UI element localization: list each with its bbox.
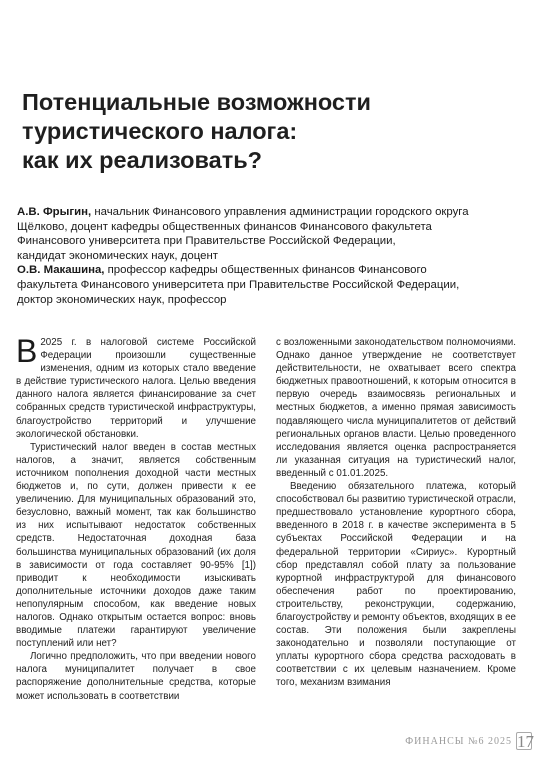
title-line-3: как их реализовать?	[22, 147, 263, 173]
author-2-affil-3: доктор экономических наук, профессор	[17, 293, 227, 306]
authors-block	[17, 205, 532, 307]
journal-footer: ФИНАНСЫ №6 2025	[405, 736, 512, 747]
body-column-left	[16, 333, 256, 703]
author-1-affil-1: начальник Финансового управления администрации городского округа	[91, 206, 469, 218]
title-line-1: Потенциальные возможности	[22, 89, 371, 115]
page-number: 17	[517, 732, 534, 751]
drop-cap: В	[16, 333, 38, 369]
author-1-name: А.В. Фрыгин,	[17, 206, 92, 218]
author-1-line-1	[17, 205, 532, 220]
author-2-affil-1: профессор кафедры общественных финансов Финансового	[104, 264, 427, 277]
author-1-affil-3: Финансового университета при Правительстве Российской Федерации,	[17, 235, 396, 248]
paragraph-3: Логично предположить, что при введении нового налога муниципалитет получает в свое распоряжение дополнительные средства, которые может использовать в соответствии	[16, 651, 256, 702]
author-2-name: О.В. Макашина,	[17, 264, 105, 277]
paragraph-1-text: 2025 г. в налоговой системе Российской Федерации произошли существенные изменения, одним из которых стало введение в действие туристического налога. Целью введения данного налога является финансирование за счет собранных средств туристической инфраструктуры, благоустройство территорий и улучшение экологической обстановки.	[16, 337, 256, 440]
paragraph-5: Введению обязательного платежа, который способствовал бы развитию туристической отрасли, предшествовало установление курортного сбора, введенного в 2018 г. в качестве эксперимента в 5 субъектах Российской Федерации и на федеральной территории «Сириус». Курортный сбор представлял собой плату за пользование курортной инфраструктурой для финансового обеспечения работ по проектированию, строительству, реконструкции, содержанию, благоустройству и ремонту объектов, входящих в ее состав. Эти положения были закреплены законодательно и позволяли поступающие от уплаты курортного сбора средства расходовать в соответствии с их целевым назначением. Кроме того, механизм взимания	[276, 481, 516, 689]
paragraph-2: Туристический налог введен в состав местных налогов, а значит, является собственным источником пополнения доходной части местных бюджетов и, по сути, должен привести к ее увеличению. Для муниципальных образований это, безусловно, важный момент, так как большинство из них испытывают недостаток собственных средств. Недостаточная доходная база большинства муниципальных образований (их доля в зависимости от года составляет 90-95% [1]) приводит к необходимости изыскивать дополнительные источники доходов даже таким непопулярным способом, как введение новых налогов. Однако открытым остается вопрос: вновь вводимые платежи гарантируют увеличение поступлений или нет?	[16, 441, 256, 650]
article-title	[22, 88, 522, 175]
paragraph-1	[16, 333, 256, 441]
author-1-affil-2: Щёлково, доцент кафедры общественных финансов Финансового факультета	[17, 220, 432, 233]
author-1-affil-4: кандидат экономических наук, доцент	[17, 249, 218, 262]
body-column-right	[276, 336, 516, 690]
paragraph-4: с возложенными законодательством полномочиями. Однако данное утверждение не соответствует действительности, не охватывает всего спектра бюджетных правоотношений, к которым относится в первую очередь взаимосвязь региональных и местных бюджетов, а именно прямая зависимость подавляющего числа муниципалитетов от действий региональных органов власти. Целью проведенного исследования является оценка распространяется ли указанная ситуация на туристический налог, введенный с 01.01.2025.	[276, 337, 516, 479]
title-line-2: туристического налога:	[22, 118, 298, 144]
author-2-affil-2: факультета Финансового университета при Правительстве Российской Федерации,	[17, 278, 460, 291]
author-2-line-1	[17, 263, 532, 278]
